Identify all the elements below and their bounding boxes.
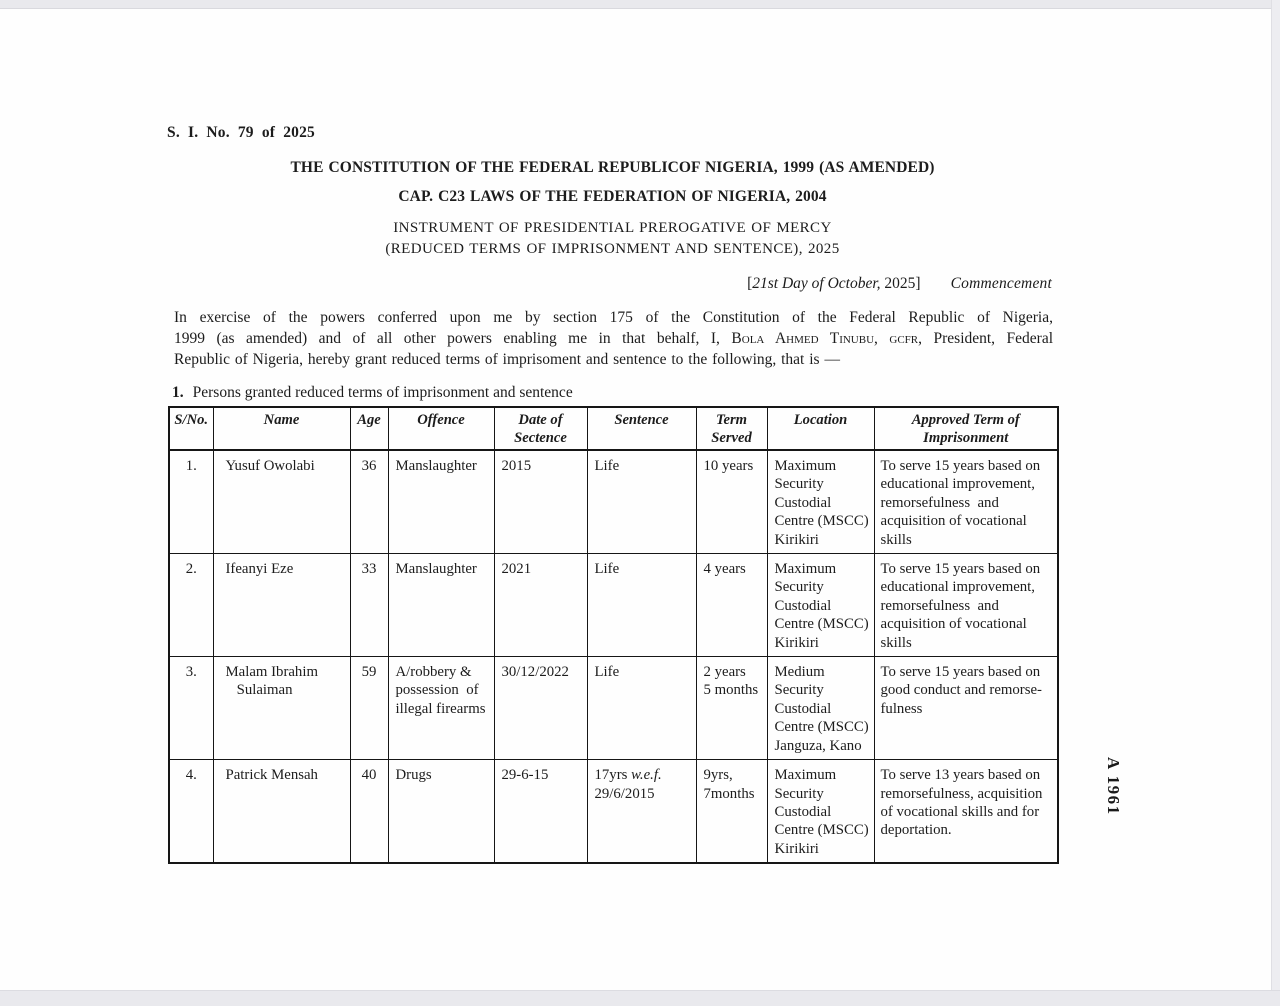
table-row bbox=[169, 657, 1058, 760]
table-cell-offence: Drugs bbox=[388, 760, 494, 864]
table-cell-offence: A/robbery & possession of illegal firearms bbox=[388, 657, 494, 760]
table-cell-sno: 2. bbox=[169, 554, 213, 657]
column-header-offence: Offence bbox=[388, 407, 494, 450]
table-cell-name: Malam Ibrahim Sulaiman bbox=[213, 657, 350, 760]
table-row bbox=[169, 760, 1058, 864]
table-cell-sentence: Life bbox=[587, 450, 696, 554]
table-cell-location: Maximum Security Custodial Centre (MSCC) Kirikiri bbox=[767, 450, 874, 554]
table-cell-term: 9yrs, 7months bbox=[696, 760, 767, 864]
table-cell-date: 30/12/2022 bbox=[494, 657, 587, 760]
table-cell-approved: To serve 15 years based on educational improvement, remorsefulness and acquisition of vocational skills bbox=[874, 450, 1058, 554]
column-header-name: Name bbox=[213, 407, 350, 450]
table-cell-sentence: Life bbox=[587, 657, 696, 760]
table-cell-approved: To serve 15 years based on educational improvement, remorsefulness and acquisition of vocational skills bbox=[874, 554, 1058, 657]
table-cell-name: Patrick Mensah bbox=[213, 760, 350, 864]
honorific: gcfr bbox=[889, 329, 919, 347]
column-header-approved: Approved Term of Imprisonment bbox=[874, 407, 1058, 450]
commencement-line bbox=[168, 275, 1052, 293]
scan-edge-right bbox=[1271, 0, 1280, 1006]
column-header-sno: S/No. bbox=[169, 407, 213, 450]
table-cell-age: 40 bbox=[350, 760, 388, 864]
table-cell-location: Maximum Security Custodial Centre (MSCC) Kirikiri bbox=[767, 554, 874, 657]
preamble-paragraph bbox=[174, 308, 1053, 370]
mercy-table bbox=[168, 406, 1059, 864]
column-header-location: Location bbox=[767, 407, 874, 450]
table-cell-sno: 1. bbox=[169, 450, 213, 554]
table-cell-date: 2021 bbox=[494, 554, 587, 657]
president-name: Bola Ahmed Tinubu bbox=[731, 329, 875, 347]
column-header-sentence: Sentence bbox=[587, 407, 696, 450]
scan-edge-bottom bbox=[0, 990, 1280, 1006]
section-heading bbox=[172, 384, 573, 402]
table-cell-location: Medium Security Custodial Centre (MSCC) Janguza, Kano bbox=[767, 657, 874, 760]
table-body bbox=[169, 450, 1058, 863]
column-header-age: Age bbox=[350, 407, 388, 450]
table-cell-age: 59 bbox=[350, 657, 388, 760]
table-cell-approved: To serve 13 years based on remorsefulness, acquisition of vocational skills and for deportation. bbox=[874, 760, 1058, 864]
table-cell-term: 10 years bbox=[696, 450, 767, 554]
table-cell-sno: 4. bbox=[169, 760, 213, 864]
column-header-date: Date of Sectence bbox=[494, 407, 587, 450]
scan-edge-top bbox=[0, 0, 1280, 9]
table-cell-age: 33 bbox=[350, 554, 388, 657]
preamble-line-1: In exercise of the powers conferred upon me by section 175 of the Constitution of the Federal Republic of Nigeria, bbox=[174, 309, 1053, 326]
table-cell-offence: Manslaughter bbox=[388, 554, 494, 657]
column-header-term: Term Served bbox=[696, 407, 767, 450]
commencement-label: Commencement bbox=[950, 275, 1052, 292]
table-cell-date: 29-6-15 bbox=[494, 760, 587, 864]
table-cell-approved: To serve 15 years based on good conduct and remorse- fulness bbox=[874, 657, 1058, 760]
constitution-title: THE CONSTITUTION OF THE FEDERAL REPUBLICOF NIGERIA, 1999 (AS AMENDED) bbox=[290, 159, 935, 176]
table-cell-offence: Manslaughter bbox=[388, 450, 494, 554]
table-cell-age: 36 bbox=[350, 450, 388, 554]
section-number: 1. bbox=[172, 384, 184, 401]
table-cell-sentence: 17yrs w.e.f. 29/6/2015 bbox=[587, 760, 696, 864]
preamble-line-3: Republic of Nigeria, hereby grant reduced terms of imprisoment and sentence to the following, that is — bbox=[174, 350, 840, 368]
table-cell-name: Ifeanyi Eze bbox=[213, 554, 350, 657]
page-side-note: A 1961 bbox=[1104, 757, 1123, 816]
table-cell-location: Maximum Security Custodial Centre (MSCC) Kirikiri bbox=[767, 760, 874, 864]
instrument-title-line2: (REDUCED TERMS OF IMPRISONMENT AND SENTENCE), 2025 bbox=[385, 241, 840, 257]
section-title: Persons granted reduced terms of imprisonment and sentence bbox=[192, 384, 573, 401]
table-cell-date: 2015 bbox=[494, 450, 587, 554]
table-cell-term: 4 years bbox=[696, 554, 767, 657]
table-cell-sno: 3. bbox=[169, 657, 213, 760]
table-row bbox=[169, 554, 1058, 657]
table-header-row bbox=[169, 407, 1058, 450]
table-row bbox=[169, 450, 1058, 554]
table-cell-name: Yusuf Owolabi bbox=[213, 450, 350, 554]
si-number: S. I. No. 79 of 2025 bbox=[167, 124, 316, 141]
commencement-date: [21st Day of October, 2025] bbox=[747, 275, 921, 292]
instrument-title-line1: INSTRUMENT OF PRESIDENTIAL PREROGATIVE OF MERCY bbox=[393, 220, 832, 236]
cap-laws-title: CAP. C23 LAWS OF THE FEDERATION OF NIGERIA, 2004 bbox=[398, 188, 827, 205]
table-cell-term: 2 years 5 months bbox=[696, 657, 767, 760]
table-cell-sentence: Life bbox=[587, 554, 696, 657]
preamble-line-2: 1999 (as amended) and of all other powers enabling me in that behalf, I, Bola Ahmed Tinubu, gcfr, President, Federal bbox=[174, 329, 1054, 347]
